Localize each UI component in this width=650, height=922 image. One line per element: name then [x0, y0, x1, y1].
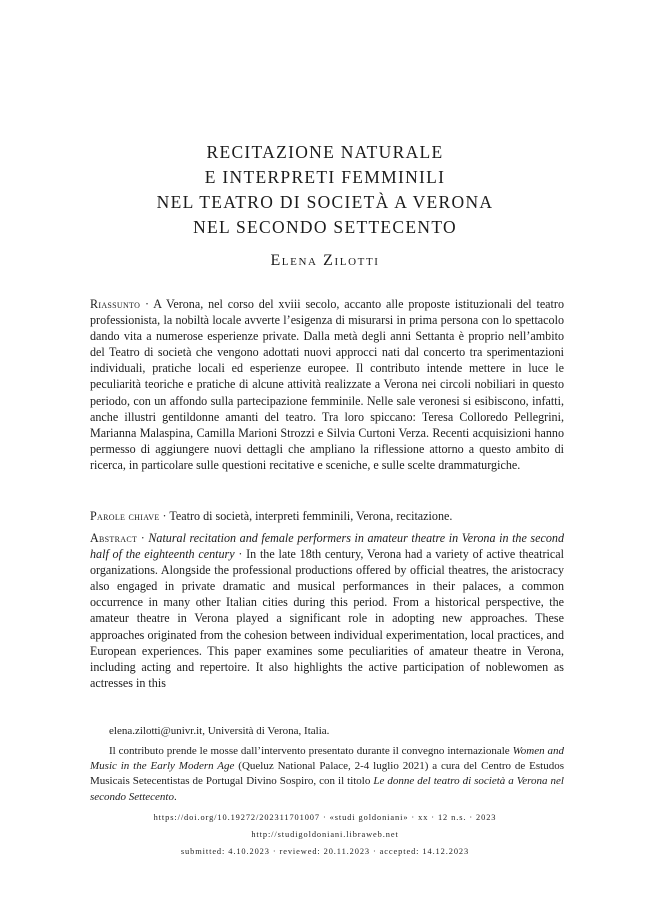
note-original-title: Le donne del teatro di società a Verona nel secondo Settecento [90, 775, 564, 803]
article-title [0, 140, 650, 240]
note-conference-title: Women and Music in the Early Modern Age [90, 745, 564, 773]
title-line: RECITAZIONE NATURALE [206, 142, 444, 162]
submission-dates: submitted: 4.10.2023 · reviewed: 20.11.2023 · accepted: 14.12.2023 [180, 847, 470, 856]
note-text-2: (Queluz National Palace, 2-4 luglio 2021) a cura del Centro de Estudos Musicais Setecentistas de Portugal Divino Sospiro, con il titolo [90, 760, 564, 788]
title-line: NEL TEATRO DI SOCIETÀ A VERONA [156, 192, 494, 212]
abstract-separator: · [137, 531, 149, 545]
abstract-paragraph [90, 530, 564, 691]
riassunto-text: · A Verona, nel corso del xviii secolo, accanto alle proposte istituzionali del teatro professionista, la nobiltà locale avverte l’esigenza di misurarsi in prima persona con lo spettacolo dando vita a numerose esperienze private. Dalla metà degli anni Settanta è proprio nell’ambito del Teatro di società che vengono adottati nuovi approcci nati dal concerto tra sperimentazioni individuali, pratiche locali ed esperienze europee. Il contributo intende mettere in luce le peculiarità teoriche e pratiche di alcune attività realizzate a Verona nei circoli nobiliari in questo periodo, con un affondo sulla partecipazione femminile. Nelle sale veronesi si esibiscono, infatti, anche illustri gentildonne amanti del teatro. Tra loro spiccano: Teresa Colloredo Pellegrini, Marianna Malaspina, Camilla Marioni Strozzi e Silvia Curtoni Verza. Recenti acquisizioni hanno permesso di aggiungere nuovi dettagli che ampliano la riflessione attorno a questo ambito di ricerca, in particolare sulle questioni recitative e sceniche, e sulle scelte drammaturgiche. [90, 297, 564, 472]
keywords-text: · Teatro di società, interpreti femminili, Verona, recitazione. [159, 509, 453, 523]
doi-line: https://doi.org/10.19272/202311701007 · «studi goldoniani» · xx · 12 n.s. · 2023 [153, 813, 497, 822]
journal-url: http://studigoldoniani.libraweb.net [251, 830, 399, 839]
abstract-text: · In the late 18th century, Verona had a variety of active theatrical organizations. Alongside the professional productions offered by official theatres, the aristocracy also engaged in private dramatic and musical performances in their palaces, a common occurrence in many other Italian cities during this period. From a historical perspective, the amateur theatre in Verona played a significant role in adopting new approaches. These approaches originated from the cohesion between individual experimentation, local practices, and European experiences. This paper examines some peculiarities of amateur theatre in Verona, including acting and repertoire. It also highlights the active participation of noblewomen as actresses in this [90, 547, 564, 690]
acknowledgement-note [90, 744, 564, 805]
riassunto-paragraph [90, 296, 564, 473]
keywords-label: Parole chiave [90, 509, 160, 523]
note-text-3: . [174, 790, 177, 803]
keywords-paragraph [90, 508, 564, 524]
note-text-1: Il contributo prende le mosse dall’intervento presentato durante il convegno internazionale [109, 745, 513, 757]
title-line: E INTERPRETI FEMMINILI [204, 167, 446, 187]
riassunto-label: Riassunto [90, 297, 141, 311]
author-affiliation: elena.zilotti@univr.it, Università di Verona, Italia. [109, 725, 330, 737]
author-name: Elena Zilotti [270, 252, 380, 269]
abstract-label: Abstract [90, 531, 138, 545]
title-line: NEL SECONDO SETTECENTO [193, 217, 457, 237]
abstract-english-title: Natural recitation and female performers in amateur theatre in Verona in the second half of the eighteenth century [90, 531, 564, 562]
